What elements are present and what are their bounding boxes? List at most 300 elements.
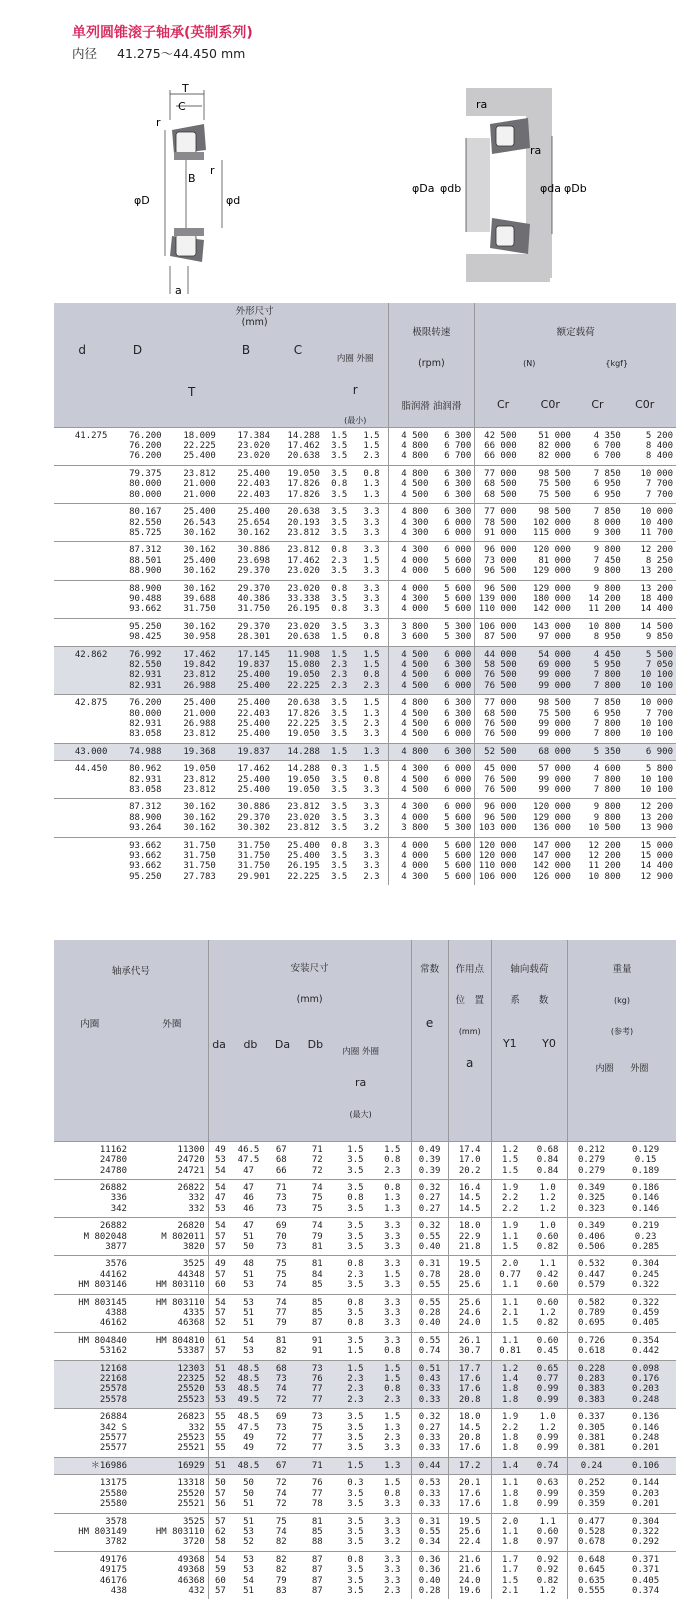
table-cell: 4 300 [388,872,431,885]
table-cell: 0.77 [536,1374,559,1385]
table-cell: 80.000 [129,708,162,719]
table-row [54,837,676,851]
table-cell: 3.5 [331,729,348,740]
table-cell: 3.3 [374,1551,411,1565]
dimensions-table [54,303,676,885]
table-cell: 4 300 [388,761,431,775]
table-cell: 76 500 [475,719,520,729]
table-cell: 0.32 [411,1409,448,1423]
table-cell: 6 000 [444,785,472,796]
table-cell: 2.3 [363,871,380,882]
table-cell: 46 [243,1203,254,1214]
table-cell: 26.195 [287,604,320,615]
table-cell: 6 300 [444,659,472,670]
table-cell: 1.2 [491,1141,528,1155]
table-cell [54,451,110,465]
table-cell: 1.0 [528,1179,567,1193]
table-cell: 76.200 [129,451,162,462]
table-cell [54,604,110,618]
table-cell: 0.532 [567,1256,615,1270]
label-C: C [178,100,186,113]
table-cell: 9 850 [645,632,673,643]
table-cell: HM 803110 [155,1280,205,1291]
table-cell: 82.550 [129,659,162,670]
table-cell: 0.8 [331,479,348,490]
table-cell: 81 [311,1241,323,1252]
table-row [54,1141,676,1155]
table-cell: 7 700 [645,708,673,719]
page-title: 单列圆锥滚子轴承(英制系列) [72,25,253,41]
table-cell: 30.162 [165,799,219,813]
table-cell: 0.325 [567,1193,615,1203]
table-cell: 5 600 [444,851,472,862]
table-cell: 75 500 [538,489,571,500]
table-cell: 6 000 [431,542,474,556]
table-cell: 24.6 [448,1308,491,1318]
table-cell: 25.400 [237,680,271,691]
table-cell: 14 400 [640,861,673,872]
table-cell: HM 803110 [130,1294,208,1308]
header-r-pos: 内圈 外圈 [336,353,374,364]
table-cell: 3.3 [355,580,388,594]
table-cell: 23.812 [183,670,216,681]
table-cell: 49 [208,1141,232,1155]
label-r-inner: r [210,164,215,177]
table-cell: 96 500 [475,813,520,823]
header-axial2: 系 数 [510,995,549,1007]
table-row [54,441,676,451]
table-cell: 0.186 [615,1179,676,1193]
table-cell: 142 000 [532,604,571,615]
table-cell: 49368 [177,1565,205,1576]
table-cell: 20.638 [287,632,320,643]
table-cell: 4 300 [388,528,431,542]
table-cell: 2.3 [331,555,348,566]
table-cell: 81 [265,1332,298,1346]
table-cell: 4 300 [388,594,431,604]
table-cell: 3.5 [331,823,348,834]
table-cell: 9 800 [574,799,624,813]
table-cell: 21.6 [448,1565,491,1575]
table-cell: 8 400 [645,441,673,452]
table-cell: 0.136 [615,1409,676,1423]
table-cell: 106 000 [475,872,520,885]
table-cell: 0.176 [632,1374,660,1385]
table-cell: 0.27 [411,1204,448,1218]
table-cell: 31.750 [237,851,271,862]
table-cell: 4 500 [388,719,431,729]
header-weight: 重量 [612,963,632,975]
table-cell: 23.020 [287,566,320,577]
table-cell: 4 000 [388,556,431,566]
table-cell: 10 100 [640,670,673,681]
table-cell: 27.783 [183,871,216,882]
table-cell: 4 800 [388,451,431,465]
table-cell: 26822 [130,1179,208,1193]
table-cell: 84 [311,1269,323,1280]
table-cell: 6 000 [431,646,474,660]
table-cell: 58 500 [475,660,520,670]
table-cell: 2.3 [347,1394,364,1405]
table-cell: 3.3 [374,1218,411,1232]
table-cell: 6 000 [431,761,474,775]
table-cell: 2.3 [384,1433,401,1444]
table-cell: 4 500 [388,775,431,785]
table-cell: M 802048 [83,1231,127,1242]
table-cell: 17.6 [448,1384,491,1394]
table-cell: 17.6 [448,1443,491,1457]
table-cell: 25.400 [165,695,219,709]
table-cell: 2.3 [331,670,348,681]
table-cell: 3.5 [331,441,348,452]
table-cell: 0.60 [536,1280,559,1291]
table-cell: 0.248 [632,1433,660,1444]
table-cell: 0.555 [567,1586,615,1599]
table-cell: HM 804840 [54,1332,130,1346]
table-cell: 72 [311,1165,323,1176]
table-cell [54,851,110,861]
table-cell: 30.162 [183,527,216,538]
table-cell: 21.000 [183,479,216,490]
table-cell: 54 000 [520,646,574,660]
table-cell: 69 000 [538,659,571,670]
table-cell: 3.5 [347,1165,364,1176]
table-cell: 0.45 [536,1346,559,1357]
table-cell: 9 800 [593,566,621,577]
table-cell: 1.8 [491,1499,528,1513]
header-speed-unit: (rpm) [418,358,445,370]
table-cell: 76.200 [129,441,162,452]
table-cell: 3.3 [355,837,388,851]
table-row [54,1537,676,1551]
header-dims: 外形尺寸 [235,306,274,317]
table-cell: 74 [275,1488,287,1499]
table-cell: 3525 [130,1256,208,1270]
table-row [54,1489,676,1499]
table-cell: 26884 [54,1409,130,1423]
table-cell: 23.020 [273,580,323,594]
table-cell: 1.5 [363,659,380,670]
table-cell: 25578 [99,1384,127,1395]
table-cell: 0.129 [615,1141,676,1155]
table-cell: 0.60 [528,1294,567,1308]
table-cell: 96 000 [475,542,520,556]
table-cell: 25.6 [448,1294,491,1308]
table-row [54,618,676,632]
table-cell: 75 [265,1513,298,1527]
table-cell: 1.5 [363,555,380,566]
table-cell: 91 [298,1332,337,1346]
table-cell: 82.550 [129,517,162,528]
table-cell: 1.1 [491,1332,528,1346]
table-cell: 0.144 [615,1475,676,1489]
table-cell: 5 800 [624,761,676,775]
table-row [54,1475,676,1489]
table-cell: 87 [311,1575,323,1586]
table-cell: 3.3 [355,504,388,518]
table-cell: 19.5 [448,1256,491,1270]
table-cell: 30.162 [183,812,216,823]
table-cell: 1.5 [331,632,348,643]
header-oil: 油润滑 [432,401,462,413]
table-cell: 0.189 [632,1165,660,1176]
table-cell: 3.5 [331,489,348,500]
table-cell: 57 [208,1242,232,1256]
table-cell: 57 [208,1346,232,1360]
table-row [54,1586,676,1599]
table-cell: 0.40 [411,1576,448,1586]
table-cell: 47 [232,1218,265,1232]
table-row [54,823,676,837]
table-cell: 1.5 [337,1141,374,1155]
table-cell: 26882 [54,1218,130,1232]
table-cell: HM 803145 [54,1294,130,1308]
header-grease: 脂润滑 [401,401,430,413]
table-cell: 10 100 [640,680,673,691]
table-cell: 22.225 [287,680,320,691]
col-da: da [212,1038,226,1052]
table-cell: 68 000 [520,743,574,760]
table-cell: 87 [311,1565,323,1576]
table-cell: 0.506 [567,1242,615,1256]
table-cell: 76 500 [475,670,520,680]
table-cell: 5 300 [444,823,472,834]
table-cell: 0.245 [632,1269,660,1280]
col-T: T [188,384,196,399]
table-row [54,542,676,556]
table-cell: 3.5 [331,517,348,528]
table-cell: 143 000 [520,618,574,632]
col-Y1: Y1 [502,1037,517,1051]
table-cell: 0.477 [567,1513,615,1527]
table-cell: 0.34 [411,1537,448,1551]
table-cell: 9 800 [574,580,624,594]
table-cell: 91 [311,1346,323,1357]
table-cell: 0.304 [615,1256,676,1270]
table-cell: 82 000 [538,451,571,462]
table-cell: 5 300 [444,632,472,643]
table-cell: 5 600 [444,566,472,577]
table-cell: 4 300 [388,542,431,556]
table-cell: 5 950 [593,659,621,670]
table-cell: 80.167 [110,504,164,518]
table-cell: 4 500 [388,490,431,504]
table-cell: 19.050 [287,670,320,681]
table-cell: 0.82 [536,1575,559,1586]
table-cell: 1.7 [491,1551,528,1565]
table-cell: 6 000 [444,729,472,740]
table-cell: 23.020 [287,812,320,823]
table-cell: 4 500 [388,709,431,719]
table-cell: 25.400 [183,555,216,566]
table-cell: 25521 [177,1499,205,1510]
table-row [54,1318,676,1332]
table-cell: 14 200 [588,593,621,604]
table-cell: 83.058 [129,729,162,740]
table-cell [54,660,110,670]
table-row [54,1166,676,1180]
table-row [54,1409,676,1423]
table-cell: 72 [275,1433,287,1444]
page-subtitle [72,44,261,62]
table-cell: 51 [243,1269,254,1280]
header-code: 轴承代号 [111,965,150,977]
table-cell: 54 [208,1551,232,1565]
table-cell: 30.886 [219,542,273,556]
label-d: φd [226,194,241,207]
table-cell: 19.050 [165,761,219,775]
table-cell: 0.33 [411,1395,448,1409]
table-cell: 0.99 [536,1499,559,1510]
table-cell: 136 000 [532,823,571,834]
table-cell: 25.6 [448,1280,491,1294]
table-cell: 4 800 [388,504,431,518]
table-cell: 6 300 [431,427,474,441]
table-cell: 75 [311,1203,323,1214]
table-cell [54,618,110,632]
table-cell [54,681,110,695]
table-cell: 51 000 [520,427,574,441]
table-cell: 73 [275,1203,287,1214]
table-cell: 22325 [177,1374,205,1385]
table-cell: 4335 [182,1308,205,1318]
table-cell: 17.384 [219,427,273,441]
table-cell: 0.371 [632,1565,660,1576]
table-row [54,670,676,680]
table-cell: 3.5 [323,465,356,479]
table-cell: 0.305 [567,1423,615,1433]
table-cell: 5 200 [624,427,676,441]
table-cell: 129 000 [532,812,571,823]
table-cell: 30.958 [183,632,216,643]
table-cell: 0.279 [567,1155,615,1165]
col-Da: Da [274,1038,291,1052]
table-cell: 0.33 [411,1443,448,1457]
table-cell: 31.750 [183,604,216,615]
table-cell: 26.1 [448,1332,491,1346]
table-cell: 51 [243,1231,254,1242]
table-cell: 79 [311,1231,323,1242]
table-cell: 23.812 [273,799,323,813]
table-cell: 4 800 [388,743,431,760]
table-cell: 25.400 [183,451,216,462]
table-cell: 0.354 [615,1332,676,1346]
table-cell: 1.9 [491,1218,528,1232]
table-row [54,775,676,785]
table-cell: 3.5 [323,504,356,518]
table-cell [54,872,110,885]
table-cell: 0.55 [411,1232,448,1242]
table-cell: 6 300 [444,479,472,490]
table-cell: 44 000 [475,646,520,660]
table-cell: 2.3 [384,1165,401,1176]
table-cell: 0.43 [411,1374,448,1384]
table-cell: 74 [275,1384,287,1395]
table-cell: 73 [275,1193,287,1204]
col-Y0: Y0 [542,1037,556,1051]
table-row [54,528,676,542]
table-cell: 4 500 [388,427,431,441]
table-cell: 0.248 [632,1394,660,1405]
table-cell [54,799,110,813]
table-cell: 3877 [105,1241,127,1252]
table-cell: 14.288 [273,427,323,441]
table-cell: 336 [110,1193,127,1204]
header-load: 额定载荷 [556,326,595,338]
table-cell: 3.5 [347,1526,364,1537]
table-cell: 25.400 [219,504,273,518]
table-cell: 82 [275,1565,287,1576]
table-cell: 0.371 [615,1551,676,1565]
table-cell: 4 000 [388,566,431,580]
table-cell: HM 803146 [78,1280,127,1291]
subtitle-label: 内径 [72,46,98,61]
table-cell: 0.283 [567,1374,615,1384]
table-cell: 51 [208,1457,232,1474]
table-cell: 30.162 [183,566,216,577]
table-cell: 3.5 [331,871,348,882]
table-row [54,1374,676,1384]
table-cell: 55 [208,1423,232,1433]
table-cell: 90.488 [129,593,162,604]
table-cell: 5 600 [431,837,474,851]
table-cell: 57 [208,1232,232,1242]
header-outer: 外圈 [162,1019,182,1031]
table-cell: 6 700 [593,451,621,462]
table-cell: 51 [243,1318,254,1329]
table-cell: 14 500 [624,618,676,632]
table-cell: 60 [208,1280,232,1294]
table-cell: 51 [232,1513,265,1527]
mounting-diagram [410,88,590,288]
table-cell [54,504,110,518]
table-cell: 78 500 [475,518,520,528]
table-cell: 17.6 [448,1374,491,1384]
table-cell: 1.5 [491,1242,528,1256]
table-cell: 3.5 [337,1409,374,1423]
table-cell: 74 [275,1526,287,1537]
table-cell: 78 [311,1499,323,1510]
table-cell: 0.8 [384,1384,401,1395]
table-cell: 2.1 [491,1586,528,1599]
table-cell: 47.5 [237,1422,260,1433]
table-row [54,604,676,618]
table-cell: 23.812 [183,774,216,785]
table-cell: 77 000 [475,504,520,518]
table-cell: 0.8 [384,1346,401,1357]
table-cell: 5 600 [444,861,472,872]
table-cell: 0.8 [337,1256,374,1270]
table-cell: 12303 [130,1360,208,1374]
table-row [54,861,676,871]
table-cell: 0.3 [337,1475,374,1489]
label-r-outer: r [156,116,161,129]
table-cell: 26.988 [183,680,216,691]
col-db: db [243,1038,258,1052]
table-cell: 29.370 [219,618,273,632]
table-row [54,632,676,646]
table-cell: 12 200 [624,799,676,813]
table-cell: 13 200 [624,580,676,594]
table-cell: 0.74 [411,1346,448,1360]
table-cell: 7 800 [593,680,621,691]
table-cell: 93.662 [129,604,162,615]
table-cell: 47 [232,1179,265,1193]
table-cell: 5 600 [444,812,472,823]
table-cell: 2.3 [347,1374,364,1385]
table-cell: 0.322 [615,1294,676,1308]
label-db: φdb [440,182,462,195]
